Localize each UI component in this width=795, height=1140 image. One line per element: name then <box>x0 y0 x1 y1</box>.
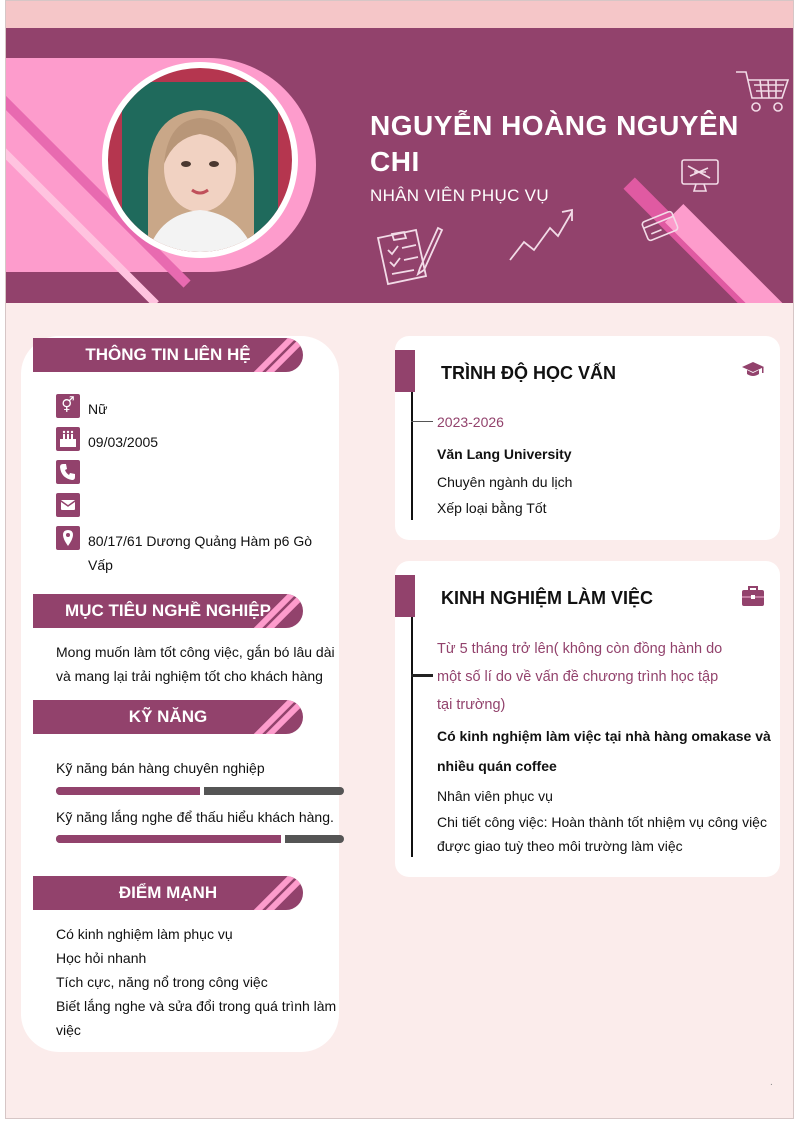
timeline-tick <box>411 674 433 677</box>
skills-heading: KỸ NĂNG <box>128 707 208 726</box>
objective-heading-bar <box>33 594 303 628</box>
section-tag <box>395 575 415 617</box>
job-title: NHÂN VIÊN PHỤC VỤ <box>370 186 549 205</box>
strength-item: Tích cực, năng nổ trong công việc <box>56 974 268 990</box>
skill-label: Kỹ năng bán hàng chuyên nghiệp <box>56 760 265 776</box>
section-tag <box>395 350 415 392</box>
experience-period: Từ 5 tháng trở lên( không còn đồng hành do một số lí do về vấn đề chương trình học tập tại trường) <box>437 641 723 713</box>
footer-mark: . <box>770 1077 773 1088</box>
education-grade: Xếp loại bằng Tốt <box>437 500 547 516</box>
education-school: Văn Lang University <box>437 446 572 462</box>
strengths-heading-bar <box>33 876 303 910</box>
skill-bar <box>56 787 344 795</box>
avatar <box>108 68 292 252</box>
education-period: 2023-2026 <box>437 414 504 430</box>
education-heading: TRÌNH ĐỘ HỌC VẤN <box>441 363 616 383</box>
graduation-cap-icon <box>741 358 765 388</box>
cake-icon <box>56 427 80 451</box>
objective-heading: MỤC TIÊU NGHỀ NGHIỆP <box>65 601 271 620</box>
email-icon <box>56 493 80 517</box>
skill-bar-fill <box>56 835 281 843</box>
contact-heading: THÔNG TIN LIÊN HỆ <box>85 345 251 364</box>
strength-item: Học hỏi nhanh <box>56 950 147 966</box>
resume-page <box>5 0 794 1119</box>
timeline-line <box>411 392 413 520</box>
education-card <box>395 336 780 540</box>
experience-position: Nhân viên phục vụ <box>437 788 553 804</box>
skill-bar-gap <box>200 787 204 795</box>
experience-company: Có kinh nghiệm làm việc tại nhà hàng omakase và nhiều quán coffee <box>437 728 771 774</box>
monitor-icon <box>680 158 720 194</box>
experience-heading: KINH NGHIỆM LÀM VIỆC <box>441 588 654 608</box>
birthday-value: 09/03/2005 <box>88 434 159 450</box>
timeline-tick <box>411 421 433 422</box>
phone-icon <box>56 460 80 484</box>
shopping-cart-icon <box>734 68 790 116</box>
skill-bar-gap <box>281 835 285 843</box>
skill-label: Kỹ năng lắng nghe để thấu hiểu khách hàng. <box>56 809 334 825</box>
briefcase-icon <box>741 585 765 613</box>
location-icon <box>56 526 80 550</box>
chart-arrow-icon <box>506 206 578 266</box>
credit-card-icon <box>640 208 680 244</box>
experience-card <box>395 561 780 877</box>
left-column-card <box>21 336 339 1052</box>
gender-value: Nữ <box>88 401 108 417</box>
timeline-line <box>411 617 413 857</box>
full-name: NGUYỄN HOÀNG NGUYÊN CHI <box>370 110 739 177</box>
address-value: 80/17/61 Dương Quảng Hàm p6 Gò Vấp <box>88 533 313 573</box>
skill-bar <box>56 835 344 843</box>
top-band <box>6 1 793 28</box>
contact-heading-bar <box>33 338 303 372</box>
education-major: Chuyên ngành du lịch <box>437 474 573 490</box>
experience-details: Chi tiết công việc: Hoàn thành tốt nhiệm vụ công việc được giao tuỳ theo môi trường làm việc <box>437 814 767 854</box>
strength-item: Có kinh nghiệm làm phục vụ <box>56 926 233 942</box>
header-banner <box>6 28 793 303</box>
strength-item: Biết lắng nghe và sửa đổi trong quá trình làm việc <box>56 998 337 1038</box>
objective-text: Mong muốn làm tốt công việc, gắn bó lâu dài và mang lại trải nghiệm tốt cho khách hàng <box>56 644 335 684</box>
clipboard-icon <box>370 224 444 288</box>
skill-bar-fill <box>56 787 200 795</box>
skills-heading-bar <box>33 700 303 734</box>
gender-icon: ⚥ <box>56 394 80 418</box>
strengths-heading: ĐIỂM MẠNH <box>118 883 218 902</box>
